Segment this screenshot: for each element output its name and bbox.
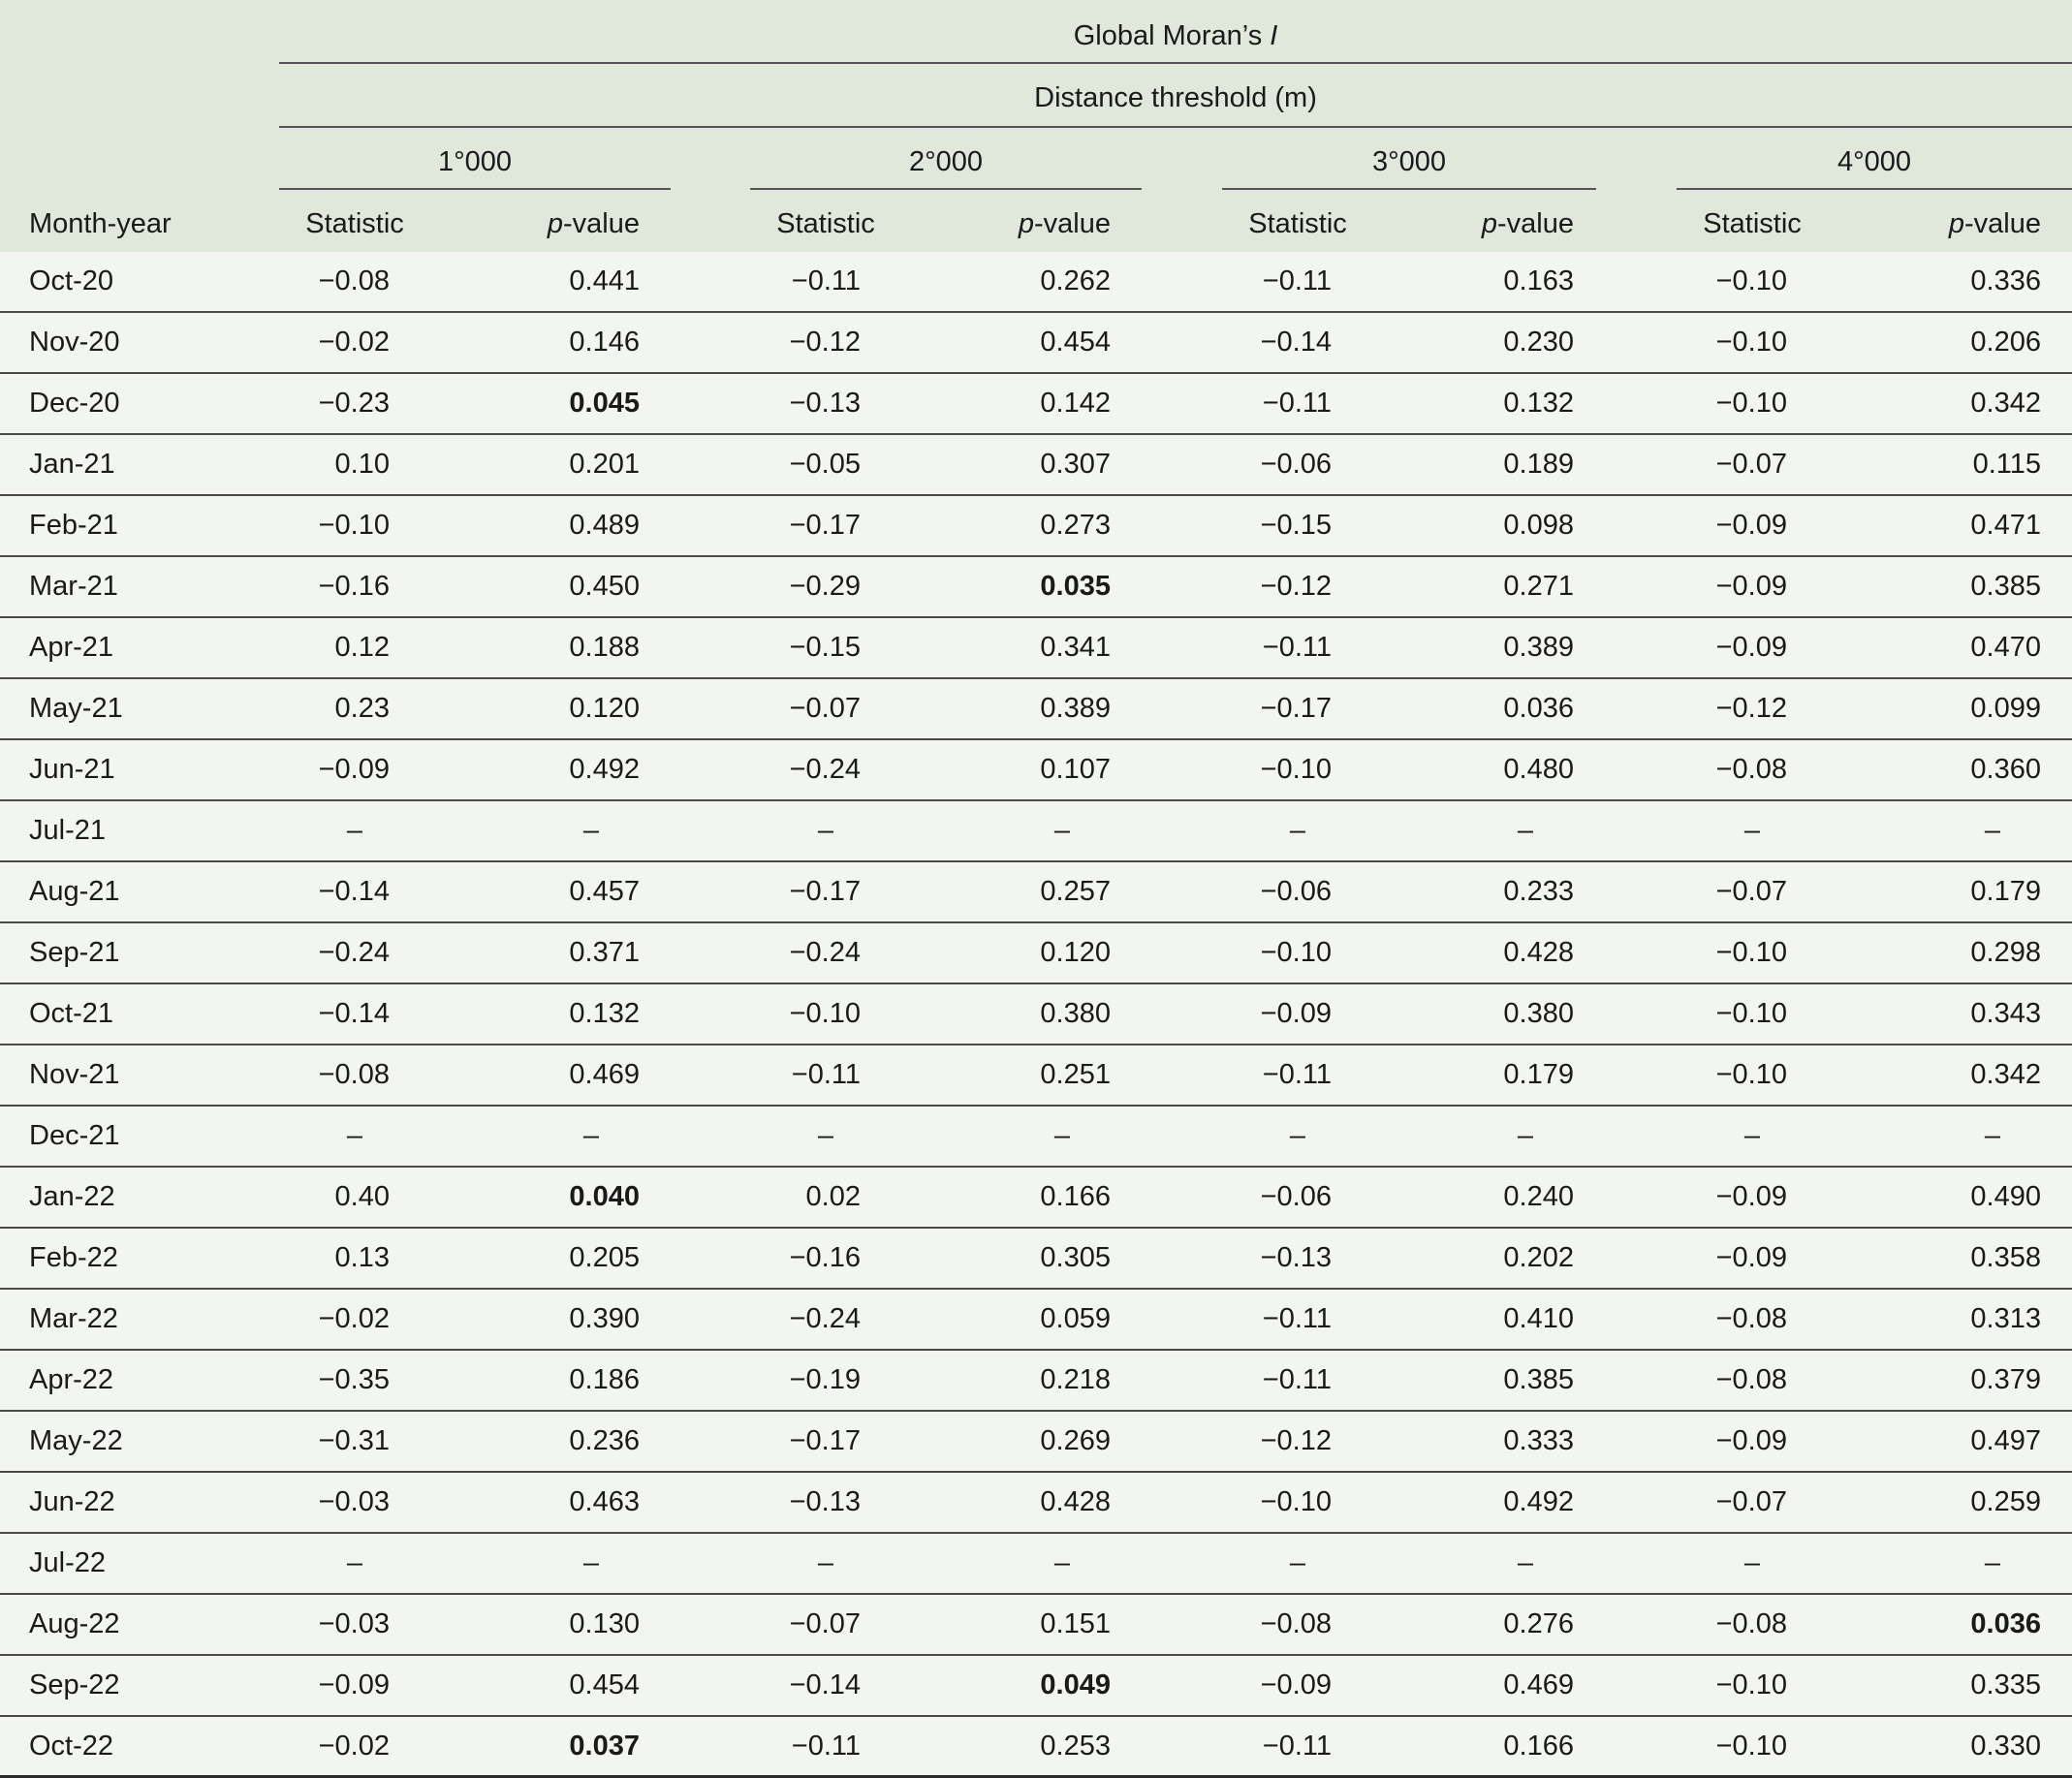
table-row xyxy=(0,801,2072,862)
statistic-cell: −0.15 xyxy=(1260,510,1332,541)
p-italic: p xyxy=(1948,208,1964,239)
statistic-cell: −0.09 xyxy=(1715,571,1787,602)
table-row xyxy=(0,1595,2072,1656)
p-value-cell: 0.206 xyxy=(1970,327,2041,358)
statistic-cell: – xyxy=(1289,1547,1306,1578)
statistic-cell: −0.08 xyxy=(1260,1608,1332,1639)
p-value-cell: 0.218 xyxy=(1040,1364,1111,1395)
statistic-cell: −0.14 xyxy=(318,876,390,907)
p-value-cell: – xyxy=(1984,815,2001,846)
table-row xyxy=(0,1351,2072,1412)
p-value-cell: 0.037 xyxy=(569,1731,640,1762)
statistic-cell: −0.11 xyxy=(1262,265,1332,296)
p-value-cell: 0.045 xyxy=(569,388,640,419)
statistic-cell: – xyxy=(1289,815,1306,846)
statistic-cell: – xyxy=(1743,1547,1761,1578)
statistic-cell: −0.11 xyxy=(791,265,861,296)
statistic-cell: −0.10 xyxy=(318,510,390,541)
distance-group-3: 3°000 xyxy=(1371,146,1447,177)
statistic-cell: 0.12 xyxy=(334,632,390,663)
statistic-cell: −0.35 xyxy=(318,1364,390,1395)
p-value-cell: 0.489 xyxy=(569,510,640,541)
p-value-cell: 0.470 xyxy=(1970,632,2041,663)
statistic-cell: −0.14 xyxy=(789,1669,861,1700)
p-value-cell: 0.107 xyxy=(1040,754,1111,785)
statistic-cell: −0.10 xyxy=(789,998,861,1029)
p-value-cell: 0.390 xyxy=(569,1303,640,1334)
month-cell: Jan-21 xyxy=(29,449,115,480)
month-year-header: Month-year xyxy=(29,208,172,239)
statistic-cell: −0.02 xyxy=(318,327,390,358)
statistic-cell: −0.08 xyxy=(1715,754,1787,785)
p-value-cell: – xyxy=(1984,1547,2001,1578)
month-cell: Apr-22 xyxy=(29,1364,114,1395)
month-cell: Feb-21 xyxy=(29,510,118,541)
statistic-cell: −0.11 xyxy=(1262,1303,1332,1334)
statistic-header: Statistic xyxy=(1248,208,1347,239)
month-cell: Feb-22 xyxy=(29,1242,118,1273)
p-suffix: -value xyxy=(563,208,640,239)
p-value-cell: 0.189 xyxy=(1503,449,1574,480)
p-value-cell: 0.269 xyxy=(1040,1425,1111,1456)
statistic-cell: −0.09 xyxy=(318,1669,390,1700)
table-row xyxy=(0,435,2072,496)
statistic-cell: −0.06 xyxy=(1260,876,1332,907)
p-value-cell: – xyxy=(1517,815,1534,846)
statistic-cell: −0.06 xyxy=(1260,449,1332,480)
distance-group-2: 2°000 xyxy=(908,146,984,177)
statistic-header: Statistic xyxy=(776,208,875,239)
p-value-cell: 0.236 xyxy=(569,1425,640,1456)
table-row xyxy=(0,374,2072,435)
group-rule-4 xyxy=(1677,188,2072,190)
statistic-cell: −0.10 xyxy=(1715,998,1787,1029)
table-row xyxy=(0,618,2072,679)
table-row xyxy=(0,740,2072,801)
p-value-cell: 0.059 xyxy=(1040,1303,1111,1334)
p-value-cell: 0.457 xyxy=(569,876,640,907)
month-cell: Sep-22 xyxy=(29,1669,120,1700)
p-value-cell: 0.335 xyxy=(1970,1669,2041,1700)
month-cell: Nov-20 xyxy=(29,327,120,358)
p-value-cell: 0.166 xyxy=(1040,1181,1111,1212)
statistic-cell: −0.05 xyxy=(789,449,861,480)
p-value-cell: 0.333 xyxy=(1503,1425,1574,1456)
statistic-cell: −0.07 xyxy=(789,693,861,724)
group-rule-1 xyxy=(279,188,671,190)
month-cell: Mar-22 xyxy=(29,1303,118,1334)
statistic-cell: −0.12 xyxy=(1715,693,1787,724)
p-value-cell: 0.342 xyxy=(1970,388,2041,419)
p-value-cell: 0.336 xyxy=(1970,265,2041,296)
statistic-cell: −0.11 xyxy=(1262,1364,1332,1395)
p-value-cell: 0.330 xyxy=(1970,1731,2041,1762)
statistic-cell: −0.17 xyxy=(789,876,861,907)
statistic-cell: −0.07 xyxy=(1715,449,1787,480)
p-value-cell: 0.202 xyxy=(1503,1242,1574,1273)
p-value-cell: 0.389 xyxy=(1040,693,1111,724)
statistic-cell: −0.12 xyxy=(1260,1425,1332,1456)
p-value-cell: – xyxy=(1053,1547,1071,1578)
p-suffix: -value xyxy=(1497,208,1574,239)
statistic-cell: −0.10 xyxy=(1260,1486,1332,1517)
p-value-cell: 0.428 xyxy=(1503,937,1574,968)
statistic-cell: −0.12 xyxy=(789,327,861,358)
header-title-italic: I xyxy=(1270,20,1278,51)
p-value-cell: 0.036 xyxy=(1503,693,1574,724)
statistic-cell: −0.02 xyxy=(318,1303,390,1334)
p-value-cell: – xyxy=(1517,1547,1534,1578)
month-cell: Mar-21 xyxy=(29,571,118,602)
statistic-cell: −0.15 xyxy=(789,632,861,663)
p-value-cell: 0.454 xyxy=(569,1669,640,1700)
statistic-cell: 0.40 xyxy=(334,1181,390,1212)
p-value-cell: 0.262 xyxy=(1040,265,1111,296)
p-value-cell: – xyxy=(582,1120,600,1151)
statistic-cell: – xyxy=(817,1547,834,1578)
p-suffix: -value xyxy=(1034,208,1111,239)
month-cell: Nov-21 xyxy=(29,1059,120,1090)
p-italic: p xyxy=(1481,208,1497,239)
statistic-cell: −0.11 xyxy=(1262,1731,1332,1762)
statistic-cell: −0.09 xyxy=(318,754,390,785)
statistic-cell: −0.02 xyxy=(318,1731,390,1762)
statistic-cell: −0.09 xyxy=(1260,1669,1332,1700)
statistic-cell: −0.24 xyxy=(789,1303,861,1334)
p-value-cell: 0.240 xyxy=(1503,1181,1574,1212)
statistic-cell: −0.09 xyxy=(1715,1425,1787,1456)
header-row-groups xyxy=(0,132,2072,192)
p-value-cell: – xyxy=(582,1547,600,1578)
month-cell: May-22 xyxy=(29,1425,123,1456)
statistic-cell: −0.13 xyxy=(789,388,861,419)
statistic-cell: −0.24 xyxy=(789,754,861,785)
p-value-cell: 0.040 xyxy=(569,1181,640,1212)
month-cell: Aug-22 xyxy=(29,1608,120,1639)
table-row xyxy=(0,923,2072,984)
p-value-cell: 0.389 xyxy=(1503,632,1574,663)
p-value-cell: 0.163 xyxy=(1503,265,1574,296)
month-cell: Oct-22 xyxy=(29,1731,114,1762)
p-value-header xyxy=(446,194,640,254)
table-row xyxy=(0,1290,2072,1351)
p-value-cell: 0.380 xyxy=(1040,998,1111,1029)
statistic-cell: −0.10 xyxy=(1715,1731,1787,1762)
statistic-cell: −0.07 xyxy=(789,1608,861,1639)
p-value-cell: 0.259 xyxy=(1970,1486,2041,1517)
p-value-cell: 0.380 xyxy=(1503,998,1574,1029)
statistic-cell: – xyxy=(346,815,363,846)
p-value-cell: 0.471 xyxy=(1970,510,2041,541)
p-value-cell: 0.257 xyxy=(1040,876,1111,907)
p-value-cell: 0.120 xyxy=(569,693,640,724)
p-value-cell: 0.201 xyxy=(569,449,640,480)
statistic-cell: −0.17 xyxy=(1260,693,1332,724)
p-value-cell: – xyxy=(582,815,600,846)
statistic-cell: −0.03 xyxy=(318,1486,390,1517)
statistic-cell: −0.10 xyxy=(1715,265,1787,296)
statistic-cell: −0.06 xyxy=(1260,1181,1332,1212)
statistic-cell: −0.10 xyxy=(1715,327,1787,358)
statistic-cell: – xyxy=(817,1120,834,1151)
statistic-cell: −0.10 xyxy=(1260,937,1332,968)
statistic-cell: −0.13 xyxy=(1260,1242,1332,1273)
p-value-cell: 0.120 xyxy=(1040,937,1111,968)
p-value-cell: 0.341 xyxy=(1040,632,1111,663)
statistic-cell: −0.11 xyxy=(1262,388,1332,419)
header-subtitle: Distance threshold (m) xyxy=(1034,82,1317,113)
p-value-cell: 0.276 xyxy=(1503,1608,1574,1639)
statistic-cell: −0.16 xyxy=(789,1242,861,1273)
p-value-cell: 0.492 xyxy=(1503,1486,1574,1517)
p-value-cell: 0.251 xyxy=(1040,1059,1111,1090)
month-cell: Jun-22 xyxy=(29,1486,115,1517)
month-cell: Aug-21 xyxy=(29,876,120,907)
table-row xyxy=(0,984,2072,1045)
month-cell: Oct-20 xyxy=(29,265,114,296)
month-cell: Dec-21 xyxy=(29,1120,120,1151)
p-value-cell: 0.146 xyxy=(569,327,640,358)
statistic-cell: −0.10 xyxy=(1715,1669,1787,1700)
p-value-cell: 0.371 xyxy=(569,937,640,968)
statistic-cell: −0.08 xyxy=(1715,1364,1787,1395)
statistic-cell: −0.08 xyxy=(1715,1303,1787,1334)
p-value-cell: 0.233 xyxy=(1503,876,1574,907)
statistic-cell: −0.24 xyxy=(789,937,861,968)
table-body xyxy=(0,252,2072,1778)
p-value-cell: 0.428 xyxy=(1040,1486,1111,1517)
statistic-cell: −0.11 xyxy=(1262,1059,1332,1090)
statistic-cell: −0.17 xyxy=(789,1425,861,1456)
group-rule-3 xyxy=(1222,188,1596,190)
statistic-cell: – xyxy=(1743,1120,1761,1151)
p-value-cell: 0.166 xyxy=(1503,1731,1574,1762)
statistic-cell: −0.11 xyxy=(1262,632,1332,663)
table-row xyxy=(0,1534,2072,1595)
p-value-header xyxy=(1847,194,2041,254)
p-value-cell: – xyxy=(1053,1120,1071,1151)
statistic-cell: −0.17 xyxy=(789,510,861,541)
statistic-cell: – xyxy=(1289,1120,1306,1151)
p-value-cell: 0.230 xyxy=(1503,327,1574,358)
table-row xyxy=(0,313,2072,374)
month-cell: Jul-21 xyxy=(29,815,106,846)
month-cell: Apr-21 xyxy=(29,632,114,663)
p-value-cell: 0.142 xyxy=(1040,388,1111,419)
p-value-cell: 0.253 xyxy=(1040,1731,1111,1762)
p-value-cell: – xyxy=(1053,815,1071,846)
p-value-header xyxy=(917,194,1111,254)
statistic-cell: −0.09 xyxy=(1715,1242,1787,1273)
p-italic: p xyxy=(547,208,563,239)
statistic-cell: 0.02 xyxy=(805,1181,861,1212)
statistic-cell: −0.11 xyxy=(791,1059,861,1090)
p-value-cell: 0.049 xyxy=(1040,1669,1111,1700)
p-value-cell: 0.441 xyxy=(569,265,640,296)
distance-group-4: 4°000 xyxy=(1837,146,1912,177)
p-value-cell: 0.132 xyxy=(1503,388,1574,419)
p-value-cell: 0.490 xyxy=(1970,1181,2041,1212)
statistic-cell: −0.03 xyxy=(318,1608,390,1639)
p-value-cell: 0.360 xyxy=(1970,754,2041,785)
statistic-cell: −0.12 xyxy=(1260,571,1332,602)
month-cell: Jan-22 xyxy=(29,1181,115,1212)
statistic-cell: 0.10 xyxy=(334,449,390,480)
p-value-cell: 0.307 xyxy=(1040,449,1111,480)
p-value-cell: 0.454 xyxy=(1040,327,1111,358)
group-rule-2 xyxy=(750,188,1142,190)
p-value-cell: 0.205 xyxy=(569,1242,640,1273)
table-row xyxy=(0,252,2072,313)
month-cell: Dec-20 xyxy=(29,388,120,419)
month-cell: Oct-21 xyxy=(29,998,114,1029)
statistic-cell: −0.07 xyxy=(1715,876,1787,907)
table-row xyxy=(0,1656,2072,1717)
statistic-cell: −0.11 xyxy=(791,1731,861,1762)
table-row xyxy=(0,1412,2072,1473)
table-row xyxy=(0,496,2072,557)
p-value-cell: 0.099 xyxy=(1970,693,2041,724)
distance-group-1: 1°000 xyxy=(437,146,513,177)
p-value-cell: 0.410 xyxy=(1503,1303,1574,1334)
statistic-cell: −0.29 xyxy=(789,571,861,602)
p-value-cell: 0.497 xyxy=(1970,1425,2041,1456)
statistic-header: Statistic xyxy=(305,208,404,239)
p-value-cell: 0.298 xyxy=(1970,937,2041,968)
table-row xyxy=(0,1717,2072,1778)
p-value-cell: 0.385 xyxy=(1970,571,2041,602)
statistic-cell: −0.08 xyxy=(318,1059,390,1090)
table-row xyxy=(0,1229,2072,1290)
statistic-cell: – xyxy=(1743,815,1761,846)
header-rule-2 xyxy=(279,126,2072,128)
header-rule-1 xyxy=(279,62,2072,64)
p-value-cell: 0.035 xyxy=(1040,571,1111,602)
p-value-cell: 0.313 xyxy=(1970,1303,2041,1334)
p-value-cell: 0.151 xyxy=(1040,1608,1111,1639)
statistic-cell: −0.10 xyxy=(1260,754,1332,785)
p-value-cell: 0.036 xyxy=(1970,1608,2041,1639)
p-value-cell: 0.179 xyxy=(1503,1059,1574,1090)
header-row-title xyxy=(0,6,2072,66)
statistic-cell: −0.09 xyxy=(1715,632,1787,663)
statistic-cell: −0.14 xyxy=(318,998,390,1029)
table-header xyxy=(0,0,2072,252)
statistic-cell: −0.10 xyxy=(1715,388,1787,419)
statistic-cell: −0.24 xyxy=(318,937,390,968)
month-cell: Jun-21 xyxy=(29,754,115,785)
p-value-cell: – xyxy=(1984,1120,2001,1151)
table-row xyxy=(0,1473,2072,1534)
month-cell: Sep-21 xyxy=(29,937,120,968)
statistic-cell: −0.07 xyxy=(1715,1486,1787,1517)
p-value-cell: 0.271 xyxy=(1503,571,1574,602)
p-value-cell: 0.379 xyxy=(1970,1364,2041,1395)
p-value-cell: 0.492 xyxy=(569,754,640,785)
statistic-cell: −0.13 xyxy=(789,1486,861,1517)
statistic-cell: −0.16 xyxy=(318,571,390,602)
p-value-cell: 0.115 xyxy=(1972,449,2041,480)
table-row xyxy=(0,679,2072,740)
p-value-cell: 0.342 xyxy=(1970,1059,2041,1090)
p-value-cell: 0.132 xyxy=(569,998,640,1029)
statistic-cell: −0.08 xyxy=(318,265,390,296)
p-value-cell: 0.385 xyxy=(1503,1364,1574,1395)
header-row-subcolumns xyxy=(0,194,2072,254)
p-value-cell: 0.186 xyxy=(569,1364,640,1395)
statistic-cell: −0.09 xyxy=(1715,1181,1787,1212)
statistic-cell: −0.23 xyxy=(318,388,390,419)
table-row xyxy=(0,1045,2072,1107)
p-value-cell: 0.358 xyxy=(1970,1242,2041,1273)
statistic-header: Statistic xyxy=(1703,208,1802,239)
p-value-cell: 0.188 xyxy=(569,632,640,663)
p-italic: p xyxy=(1018,208,1034,239)
statistic-cell: 0.13 xyxy=(334,1242,390,1273)
p-value-cell: 0.273 xyxy=(1040,510,1111,541)
table-row xyxy=(0,1168,2072,1229)
statistic-cell: −0.10 xyxy=(1715,937,1787,968)
header-title-text: Global Moran’s xyxy=(1073,20,1271,51)
statistic-cell: −0.10 xyxy=(1715,1059,1787,1090)
p-value-cell: 0.098 xyxy=(1503,510,1574,541)
p-value-cell: – xyxy=(1517,1120,1534,1151)
p-value-cell: 0.450 xyxy=(569,571,640,602)
header-row-subtitle xyxy=(0,68,2072,128)
statistic-cell: −0.19 xyxy=(789,1364,861,1395)
month-cell: Jul-22 xyxy=(29,1547,106,1578)
table-row xyxy=(0,862,2072,923)
p-value-cell: 0.480 xyxy=(1503,754,1574,785)
p-value-cell: 0.343 xyxy=(1970,998,2041,1029)
p-value-cell: 0.179 xyxy=(1970,876,2041,907)
statistic-cell: – xyxy=(817,815,834,846)
p-suffix: -value xyxy=(1964,208,2041,239)
header-title xyxy=(279,6,2072,66)
month-cell: May-21 xyxy=(29,693,123,724)
statistic-cell: – xyxy=(346,1120,363,1151)
p-value-cell: 0.469 xyxy=(569,1059,640,1090)
p-value-cell: 0.463 xyxy=(569,1486,640,1517)
p-value-cell: 0.469 xyxy=(1503,1669,1574,1700)
table-row xyxy=(0,1107,2072,1168)
statistic-cell: −0.08 xyxy=(1715,1608,1787,1639)
statistic-cell: −0.31 xyxy=(318,1425,390,1456)
table-row xyxy=(0,557,2072,618)
statistic-cell: −0.09 xyxy=(1260,998,1332,1029)
statistic-cell: −0.14 xyxy=(1260,327,1332,358)
statistic-cell: 0.23 xyxy=(334,693,390,724)
p-value-header xyxy=(1380,194,1574,254)
statistic-cell: −0.09 xyxy=(1715,510,1787,541)
p-value-cell: 0.305 xyxy=(1040,1242,1111,1273)
p-value-cell: 0.130 xyxy=(569,1608,640,1639)
statistic-cell: – xyxy=(346,1547,363,1578)
